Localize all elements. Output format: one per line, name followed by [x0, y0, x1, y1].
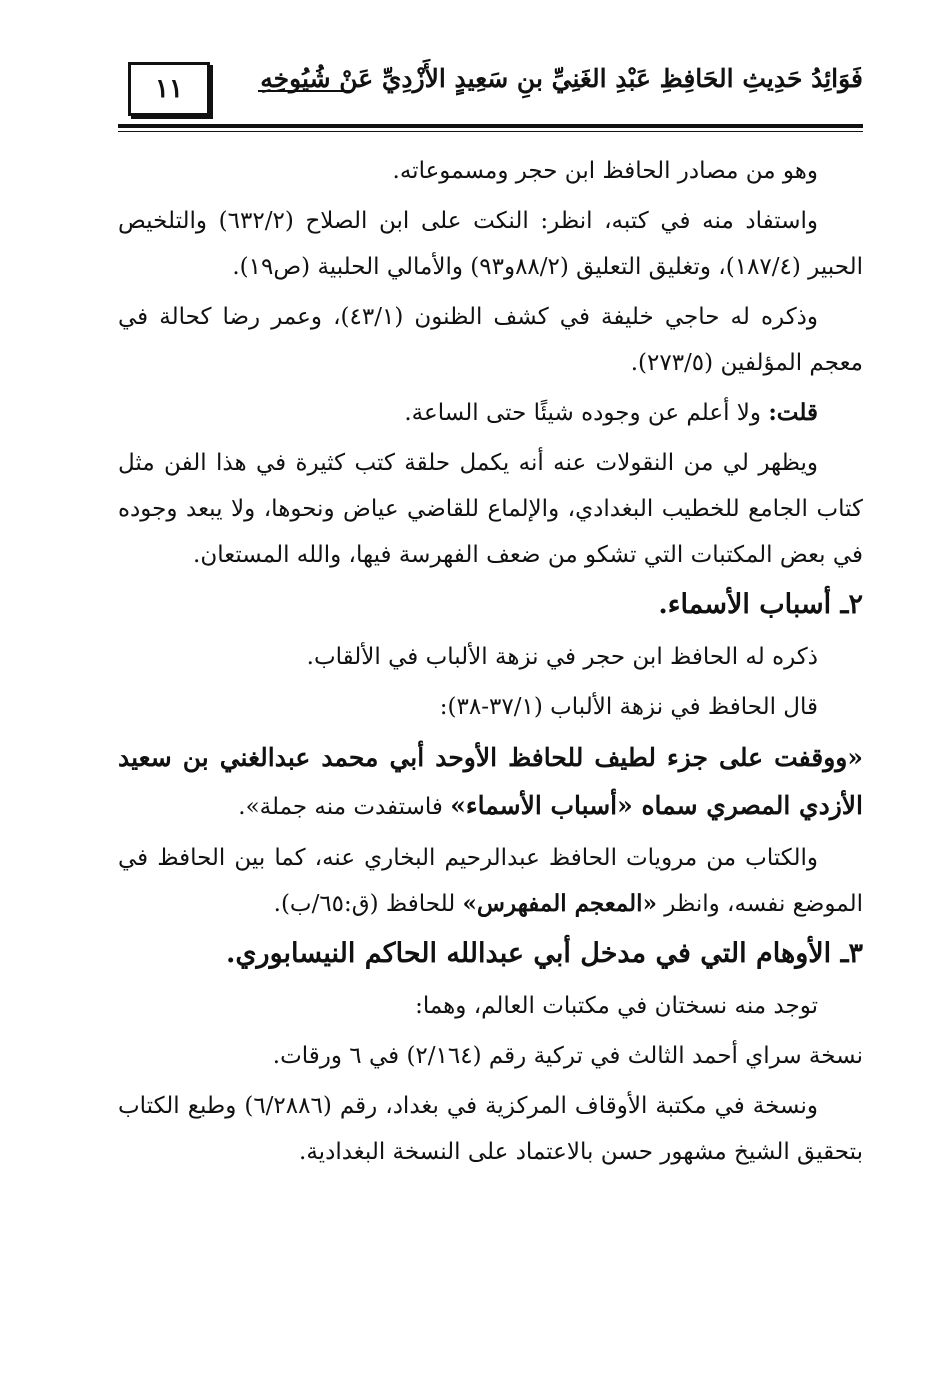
paragraph: توجد منه نسختان في مكتبات العالم، وهما: [415, 993, 818, 1019]
note-text: ولا أعلم عن وجوده شيئًا حتى الساعة. [404, 400, 769, 426]
page-number: ١١ [128, 62, 210, 116]
quote-bold: «ووقفت على جزء لطيف للحافظ الأوحد أبي محمد عبدالغني بن سعيد الأزدي المصري سماه «أسباب الأسماء» [118, 743, 863, 820]
section-heading: ٢ـ أسباب الأسماء. [658, 589, 863, 620]
paragraph [118, 835, 863, 927]
main-text [118, 148, 863, 1179]
note-label: قلت: [768, 399, 818, 426]
running-title: فَوَائِدُ حَدِيثِ الحَافِظِ عَبْدِ الغَنِيِّ بنِ سَعِيدٍ الأَزْدِيِّ عَنْ شُيُوخِهِ [260, 64, 863, 93]
header-rule-thick [118, 124, 863, 128]
paragraph: قال الحافظ في نزهة الألباب (٣٧/١-٣٨): [439, 694, 818, 720]
paragraph [118, 390, 863, 436]
text-run: والكتاب من مرويات الحافظ عبدالرحيم البخاري عنه، كما بين الحافظ في الموضع نفسه، وانظر [118, 845, 863, 917]
section-heading: ٣ـ الأوهام التي في مدخل أبي عبدالله الحاكم النيسابوري. [226, 938, 863, 969]
quote-rest: فاستفدت منه جملة». [238, 794, 451, 820]
paragraph: نسخة سراي أحمد الثالث في تركية رقم (٢/١٦٤) في ٦ ورقات. [272, 1043, 863, 1069]
paragraph: ويظهر لي من النقولات عنه أنه يكمل حلقة كتب كثيرة في هذا الفن مثل كتاب الجامع للخطيب البغدادي، والإلماع للقاضي عياض ونحوها، ولا يبعد وجوده في بعض المكتبات التي تشكو من ضعف الفهرسة فيها، والله المستعان. [118, 450, 863, 568]
header-rule-thin [118, 131, 863, 132]
paragraph: ذكره له الحافظ ابن حجر في نزهة الألباب في الألقاب. [306, 644, 818, 670]
paragraph: واستفاد منه في كتبه، انظر: النكت على ابن الصلاح (٦٣٢/٢) والتلخيص الحبير (١٨٧/٤)، وتغليق التعليق (٨٨/٢و٩٣) والأمالي الحلبية (ص١٩). [118, 208, 863, 280]
paragraph: وهو من مصادر الحافظ ابن حجر ومسموعاته. [392, 158, 818, 184]
block-quote [118, 734, 863, 831]
book-title: «المعجم المفهرس» [462, 890, 657, 917]
text-run: للحافظ (ق:٦٥/ب). [273, 891, 463, 917]
paragraph: ونسخة في مكتبة الأوقاف المركزية في بغداد، رقم (٦/٢٨٨٦) وطبع الكتاب بتحقيق الشيخ مشهور حسن بالاعتماد على النسخة البغدادية. [118, 1093, 863, 1165]
page-header [118, 56, 863, 126]
paragraph: وذكره له حاجي خليفة في كشف الظنون (٤٣/١)، وعمر رضا كحالة في معجم المؤلفين (٢٧٣/٥). [118, 304, 863, 376]
